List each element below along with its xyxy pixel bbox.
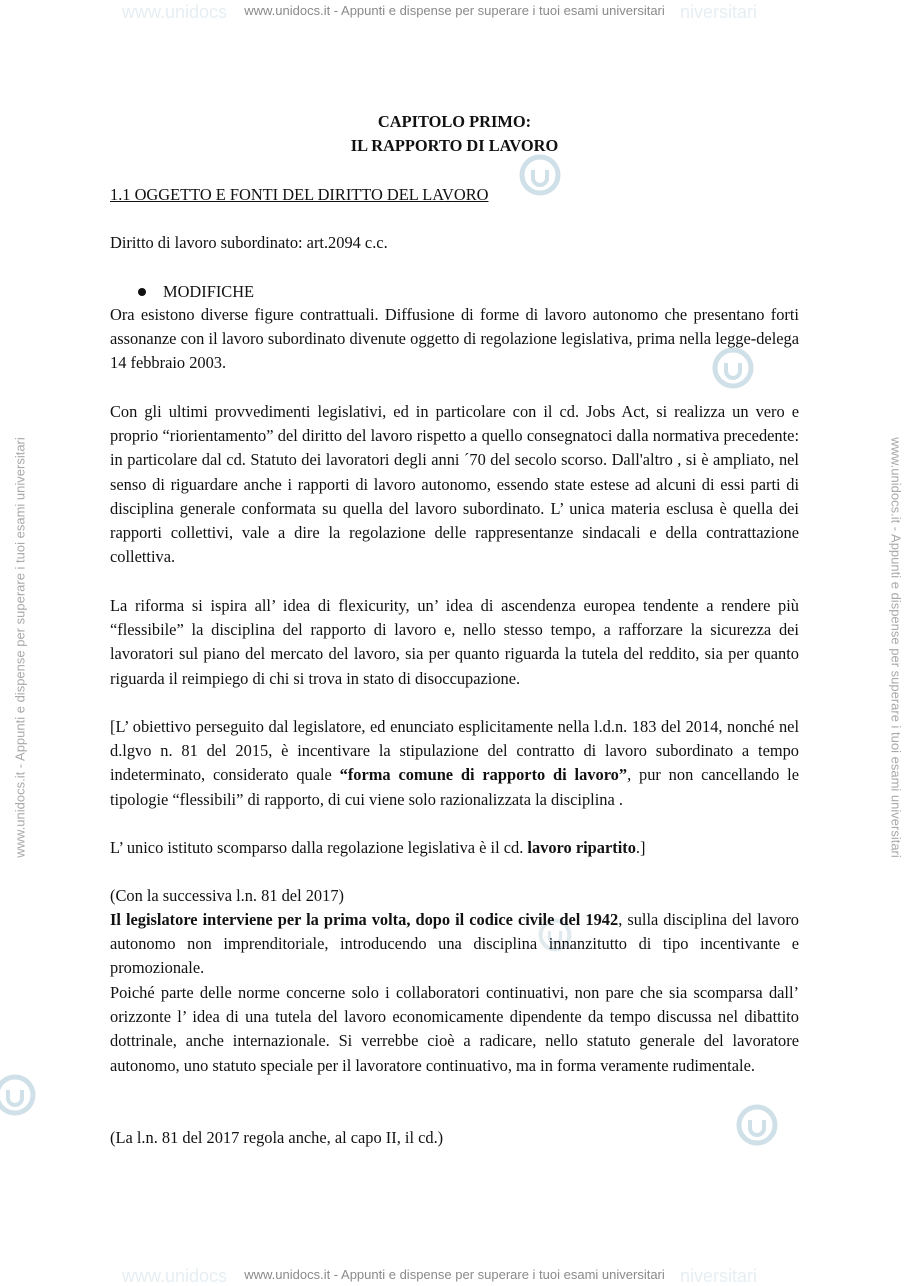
chapter-subtitle: IL RAPPORTO DI LAVORO <box>350 136 559 155</box>
paragraph-4-line2-text-b: .] <box>635 838 646 857</box>
paragraph-5-bold: Il legislatore interviene per la prima volta, dopo il codice civile del 1942 <box>110 910 619 929</box>
watermark-faint-right-bottom: niversitari <box>680 1266 758 1286</box>
watermark-banner-right: www.unidocs.it - Appunti e dispense per superare i tuoi esami universitari <box>888 437 904 858</box>
watermark-faint-left: www.unidocs <box>122 2 228 22</box>
paragraph-5-intro: (Con la successiva l.n. 81 del 2017) <box>110 886 344 905</box>
paragraph-5-rest: , sulla disciplina del lavoro autonomo non imprenditoriale, introducendo una disciplina innanzitutto di tipo incentivante e promozionale. <box>110 910 799 978</box>
watermark-banner-bottom: www.unidocs.it - Appunti e dispense per superare i tuoi esami universitari <box>244 1267 665 1282</box>
bullet-icon <box>138 288 146 296</box>
intro-line: Diritto di lavoro subordinato: art.2094 c.c. <box>110 233 388 252</box>
paragraph-2: Con gli ultimi provvedimenti legislativi, ed in particolare con il cd. Jobs Act, si realizza un vero e proprio “riorientamento” del diritto del lavoro rispetto a quello consegnatoci dalla normativa precedente: in particolare dal cd. Statuto dei lavoratori degli anni ´70 del secolo scorso. Dall'altro , si è ampliato, nel senso di riguardare anche i rapporti di lavoro autonomo, essendo state estese ad alcuni di essi parti di disciplina generale conformata su quella del lavoro subordinato. L’ unica materia esclusa è quella dei rapporti collettivi, vale a dire la regolazione delle rappresentanze sindacali e della contrattazione collettiva. <box>110 402 799 567</box>
paragraph-6: Poiché parte delle norme concerne solo i collaboratori continuativi, non pare che sia scomparsa dall’ orizzonte l’ idea di una tutela del lavoro economicamente dipendente da tempo discussa nel dibattito dottrinale, anche internazionale. Si verrebbe cioè a radicare, nello statuto generale del lavoratore autonomo, uno statuto speciale per il lavoratore continuativo, ma in forma veramente rudimentale. <box>110 983 799 1075</box>
watermark-banner-left: www.unidocs.it - Appunti e dispense per superare i tuoi esami universitari <box>12 437 28 858</box>
paragraph-4-text-a: [L’ obiettivo perseguito dal legislatore, ed enunciato esplicitamente nella l.d.n. 183 del 2014, nonché nel d.lgvo n. 81 del 2015, è incentivare la stipulazione del contratto di lavoro subordinato a tempo indeterminato, considerato quale <box>110 717 799 785</box>
paragraph-4-text-b: , pur non cancellando le tipologie “flessibili” di rapporto, di cui viene solo razionalizzata la disciplina . <box>110 765 800 809</box>
section-heading: 1.1 OGGETTO E FONTI DEL DIRITTO DEL LAVORO <box>110 185 489 204</box>
paragraph-4 <box>110 715 799 812</box>
unidocs-logo-icon <box>732 1100 782 1150</box>
paragraph-4-line2-bold: lavoro ripartito <box>527 838 636 857</box>
paragraph-5 <box>110 908 799 981</box>
bullet-label: MODIFICHE <box>163 282 255 301</box>
unidocs-logo-icon <box>0 1070 40 1120</box>
watermark-faint-left-bottom: www.unidocs <box>122 1266 228 1286</box>
bullet-item <box>138 280 254 304</box>
paragraph-4-line2 <box>110 836 799 860</box>
paragraph-3: La riforma si ispira all’ idea di flexicurity, un’ idea di ascendenza europea tendente a rendere più “flessibile” la disciplina del rapporto di lavoro e, nello stesso tempo, a rafforzare la sicurezza dei lavoratori sul piano del mercato del lavoro, sia per quanto riguarda la tutela del reddito, sia per quanto riguarda il reimpiego di chi si trova in stato di disoccupazione. <box>110 596 799 688</box>
paragraph-4-bold: “forma comune di rapporto di lavoro” <box>339 765 628 785</box>
paragraph-1: Ora esistono diverse figure contrattuali. Diffusione di forme di lavoro autonomo che presentano forti assonanze con il lavoro subordinato divenute oggetto di regolazione legislativa, prima nella legge-delega 14 febbraio 2003. <box>110 305 799 373</box>
paragraph-7: (La l.n. 81 del 2017 regola anche, al capo II, il cd.) <box>110 1128 444 1147</box>
watermark-banner-top: www.unidocs.it - Appunti e dispense per superare i tuoi esami universitari <box>244 3 665 18</box>
chapter-title: CAPITOLO PRIMO: <box>377 112 532 131</box>
watermark-faint-right: niversitari <box>680 2 758 22</box>
paragraph-4-line2-text-a: L’ unico istituto scomparso dalla regolazione legislativa è il cd. <box>110 838 528 857</box>
